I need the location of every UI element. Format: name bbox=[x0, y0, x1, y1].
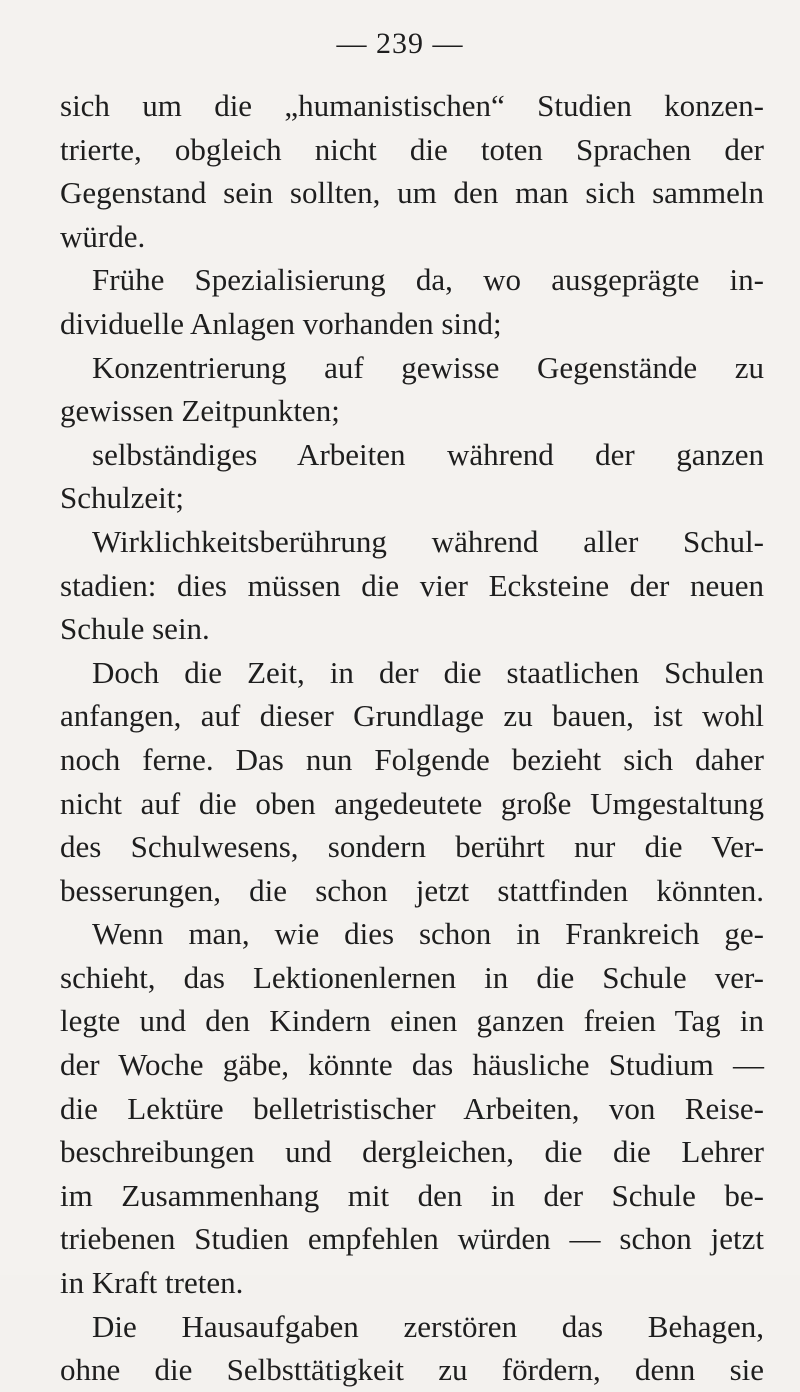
text-line: triebenen Studien empfehlen würden — schon jetzt bbox=[60, 1221, 764, 1257]
text-line: die Lektüre belletristischer Arbeiten, von Reise- bbox=[60, 1090, 764, 1126]
text-line: Frühe Spezialisierung da, wo ausgeprägte in- bbox=[92, 262, 764, 298]
text-line: dividuelle Anlagen vorhanden sind; bbox=[60, 305, 502, 341]
body-text bbox=[60, 84, 764, 1392]
text-line: schieht, das Lektionenlernen in die Schule ver- bbox=[60, 959, 764, 995]
text-line: Wenn man, wie dies schon in Frankreich ge- bbox=[92, 916, 764, 952]
text-line: der Woche gäbe, könnte das häusliche Studium — bbox=[60, 1047, 764, 1083]
text-line: legte und den Kindern einen ganzen freien Tag in bbox=[60, 1003, 764, 1039]
text-line: noch ferne. Das nun Folgende bezieht sich daher bbox=[60, 741, 764, 777]
text-line: Schule sein. bbox=[60, 611, 210, 647]
text-line: Gegenstand sein sollten, um den man sich sammeln bbox=[60, 175, 764, 211]
text-line: sich um die „humanistischen“ Studien konzen- bbox=[60, 88, 764, 123]
text-line: trierte, obgleich nicht die toten Sprachen der bbox=[60, 131, 764, 167]
text-line: anfangen, auf dieser Grundlage zu bauen, ist wohl bbox=[60, 698, 764, 734]
text-line: Die Hausaufgaben zerstören das Behagen, bbox=[92, 1308, 764, 1344]
text-line: nicht auf die oben angedeutete große Umgestaltung bbox=[60, 785, 764, 821]
text-line: selbständiges Arbeiten während der ganzen bbox=[92, 436, 764, 472]
text-line: stadien: dies müssen die vier Ecksteine der neuen bbox=[60, 567, 764, 603]
text-line: würde. bbox=[60, 218, 146, 254]
text-line: in Kraft treten. bbox=[60, 1265, 244, 1301]
text-line: besserungen, die schon jetzt stattfinden könnten. bbox=[60, 872, 764, 908]
text-line: ohne die Selbsttätigkeit zu fördern, denn sie bbox=[60, 1352, 764, 1388]
text-line: im Zusammenhang mit den in der Schule be- bbox=[60, 1177, 764, 1213]
text-line: des Schulwesens, sondern berührt nur die Ver- bbox=[60, 829, 764, 865]
text-line: beschreibungen und dergleichen, die die Lehrer bbox=[60, 1134, 764, 1170]
page-number: — 239 — bbox=[336, 27, 464, 60]
text-line: Schulzeit; bbox=[60, 480, 184, 516]
text-line: gewissen Zeitpunkten; bbox=[60, 393, 340, 429]
text-line: Doch die Zeit, in der die staatlichen Schulen bbox=[92, 654, 764, 690]
text-line: Wirklichkeitsberührung während aller Schul- bbox=[92, 523, 764, 559]
text-line: Konzentrierung auf gewisse Gegenstände zu bbox=[92, 349, 764, 385]
